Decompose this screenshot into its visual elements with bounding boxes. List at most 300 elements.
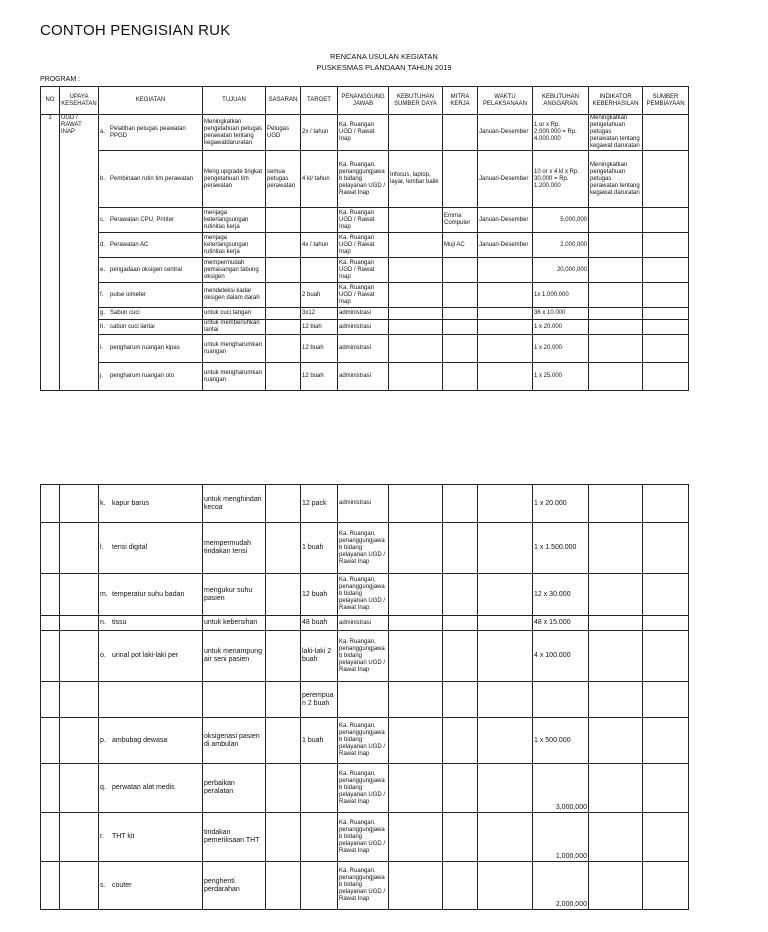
indikator-cell xyxy=(589,862,643,910)
waktu-cell xyxy=(478,258,533,283)
penanggung-jawab-cell: Ka. Ruangan UGD / Rawat Inap xyxy=(338,233,389,258)
kegiatan-text: tensi digital xyxy=(112,544,148,551)
item-letter: n. xyxy=(100,619,106,626)
header-upaya: UPAYA KESEHATAN xyxy=(60,87,99,115)
upaya-kesehatan xyxy=(60,764,99,813)
kegiatan-cell xyxy=(99,335,203,363)
header-ksd: KEBUTUHAN SUMBER DAYA xyxy=(389,87,443,115)
target-cell: 12 pack xyxy=(301,485,338,523)
kegiatan-cell xyxy=(99,115,203,151)
sasaran-cell xyxy=(266,574,301,616)
table-row xyxy=(41,320,689,335)
mitra-kerja-cell xyxy=(443,320,478,335)
tujuan-cell: menjaga keterlangsungan rutinitas kerja xyxy=(203,233,266,258)
row-number xyxy=(41,485,60,523)
sasaran-cell xyxy=(266,258,301,283)
sumber-daya-cell xyxy=(389,308,443,320)
sasaran-cell xyxy=(266,523,301,574)
kegiatan-text: perwatan alat medis xyxy=(112,784,175,791)
anggaran-cell: 1 x 25.000 xyxy=(533,363,589,391)
row-number xyxy=(41,616,60,631)
tujuan-cell: mempermudah tindakan tensi xyxy=(203,523,266,574)
anggaran-cell: 1,000,000 xyxy=(533,813,589,862)
kegiatan-cell xyxy=(99,320,203,335)
sumber-pembiayaan-cell xyxy=(643,718,689,764)
penanggung-jawab-cell: administrasi xyxy=(338,616,389,631)
upaya-kesehatan xyxy=(60,718,99,764)
tujuan-cell: mendeteksi kadar oksigen dalam darah xyxy=(203,283,266,308)
mitra-kerja-cell xyxy=(443,283,478,308)
kegiatan-text: pengharum ruangan oto xyxy=(110,373,175,379)
indikator-cell: Meningkatkan pengetahuan petugas perawatan tentang kegawat daruratan xyxy=(589,115,643,151)
sumber-pembiayaan-cell xyxy=(643,258,689,283)
indikator-cell xyxy=(589,523,643,574)
table-row xyxy=(41,574,689,616)
indikator-cell xyxy=(589,764,643,813)
document-subtitle: RENCANA USULAN KEGIATAN xyxy=(330,52,438,61)
sumber-daya-cell xyxy=(389,616,443,631)
item-letter: l. xyxy=(100,544,104,551)
sumber-pembiayaan-cell xyxy=(643,574,689,616)
kegiatan-text: Pelatihan petugas peawatan PPGD xyxy=(110,125,186,139)
waktu-cell xyxy=(478,320,533,335)
waktu-cell xyxy=(478,862,533,910)
anggaran-cell: 4 x 100.000 xyxy=(533,631,589,682)
upaya-kesehatan xyxy=(60,631,99,682)
sumber-pembiayaan-cell xyxy=(643,813,689,862)
penanggung-jawab-cell: Ka. Ruangan UGD / Rawat Inap xyxy=(338,258,389,283)
kegiatan-cell xyxy=(99,208,203,233)
sasaran-cell xyxy=(266,283,301,308)
kegiatan-cell xyxy=(99,308,203,320)
kegiatan-cell xyxy=(99,283,203,308)
sumber-daya-cell xyxy=(389,631,443,682)
waktu-cell xyxy=(478,308,533,320)
anggaran-cell: 48 x 15.000 xyxy=(533,616,589,631)
row-number xyxy=(41,862,60,910)
sasaran-cell xyxy=(266,320,301,335)
table-row xyxy=(41,862,689,910)
target-cell xyxy=(301,813,338,862)
penanggung-jawab-cell: administrasi xyxy=(338,363,389,391)
mitra-kerja-cell xyxy=(443,115,478,151)
item-letter: g. xyxy=(100,310,106,316)
sasaran-cell xyxy=(266,335,301,363)
kegiatan-text: kapur barus xyxy=(112,499,149,507)
waktu-cell xyxy=(478,616,533,631)
anggaran-cell: 3,000,000 xyxy=(533,764,589,813)
sumber-pembiayaan-cell xyxy=(643,862,689,910)
penanggung-jawab-cell: Ka. Ruangan, penanggungjawab bidang pelayanan UGD / Rawat Inap xyxy=(338,574,389,616)
sumber-daya-cell xyxy=(389,485,443,523)
target-cell: 4 kl/ tahun xyxy=(301,151,338,208)
tujuan-cell: untuk mengharumkan ruangan xyxy=(203,363,266,391)
sumber-daya-cell xyxy=(389,682,443,718)
indikator-cell xyxy=(589,631,643,682)
header-target: TARGET xyxy=(301,87,338,115)
tujuan-cell: Meng upgrade tingkat pengetahuan tim perawatan xyxy=(203,151,266,208)
anggaran-cell: 1 x 1.500.000 xyxy=(533,523,589,574)
indikator-cell xyxy=(589,233,643,258)
mitra-kerja-cell xyxy=(443,151,478,208)
table-row xyxy=(41,813,689,862)
table-row xyxy=(41,631,689,682)
penanggung-jawab-cell: Ka. Ruangan UGD / Rawat Inap xyxy=(338,115,389,151)
kegiatan-cell xyxy=(99,862,203,910)
table-row xyxy=(41,151,689,208)
header-no: NO xyxy=(41,87,60,115)
mitra-kerja-cell xyxy=(443,764,478,813)
kegiatan-cell xyxy=(99,813,203,862)
target-cell xyxy=(301,764,338,813)
sasaran-cell xyxy=(266,862,301,910)
tujuan-cell: Meningkatkan pengetahuan petugas perawatan tentang kegawatdaruratan xyxy=(203,115,266,151)
waktu-cell xyxy=(478,682,533,718)
anggaran-cell: 1 x 500.000 xyxy=(533,718,589,764)
upaya-kesehatan xyxy=(60,616,99,631)
sumber-pembiayaan-cell xyxy=(643,682,689,718)
sumber-daya-cell xyxy=(389,115,443,151)
upaya-kesehatan xyxy=(60,485,99,523)
sasaran-cell xyxy=(266,682,301,718)
header-indikator: INDIKATOR KEBERHASILAN xyxy=(589,87,643,115)
kegiatan-text: pengadaan oksigen central xyxy=(110,266,183,273)
anggaran-cell: 2,000,000 xyxy=(533,233,589,258)
indikator-cell xyxy=(589,574,643,616)
target-cell: 2x / tahun xyxy=(301,115,338,151)
waktu-cell xyxy=(478,363,533,391)
penanggung-jawab-cell: administrasi xyxy=(338,485,389,523)
table-row xyxy=(41,485,689,523)
target-cell: 48 buah xyxy=(301,616,338,631)
indikator-cell: Meningkatkan pengetahuan petugas perawatan tentang kegawat daruratan xyxy=(589,151,643,208)
sasaran-cell xyxy=(266,631,301,682)
header-tujuan: TUJUAN xyxy=(203,87,266,115)
sasaran-cell xyxy=(266,485,301,523)
mitra-kerja-cell xyxy=(443,574,478,616)
document-title: CONTOH PENGISIAN RUK xyxy=(40,22,231,39)
penanggung-jawab-cell: Ka. Ruangan, penanggungjawab bidang pelayanan UGD / Rawat Inap xyxy=(338,813,389,862)
target-cell: 12 buah xyxy=(301,363,338,391)
item-letter: a. xyxy=(100,129,106,135)
item-letter: h. xyxy=(100,323,106,330)
tujuan-cell: oksigenasi pasien di ambulan xyxy=(203,718,266,764)
indikator-cell xyxy=(589,682,643,718)
indikator-cell xyxy=(589,616,643,631)
sasaran-cell xyxy=(266,208,301,233)
kegiatan-text: temperatur suhu badan xyxy=(112,590,185,598)
item-letter: e. xyxy=(100,266,106,273)
header-anggaran: KEBUTUHAN ANGGARAN xyxy=(533,87,589,115)
kegiatan-cell xyxy=(99,631,203,682)
tujuan-cell: untuk cuci tangan xyxy=(203,308,266,320)
kegiatan-text: Sabun cuci xyxy=(110,310,140,316)
sumber-pembiayaan-cell xyxy=(643,151,689,208)
table-row xyxy=(41,115,689,151)
anggaran-cell: 1x 1.000.000 xyxy=(533,283,589,308)
sumber-daya-cell: Infocus, laptop, layar, lembar balik xyxy=(389,151,443,208)
table-row xyxy=(41,258,689,283)
row-number xyxy=(41,682,60,718)
item-letter: d. xyxy=(100,241,106,248)
target-cell: 3x12 xyxy=(301,308,338,320)
item-letter: b. xyxy=(100,175,106,182)
penanggung-jawab-cell: administrasi xyxy=(338,308,389,320)
anggaran-cell: 5,000,000 xyxy=(533,208,589,233)
upaya-kesehatan xyxy=(60,862,99,910)
waktu-cell xyxy=(478,485,533,523)
penanggung-jawab-cell: Ka. Ruangan, penanggungjawab bidang pelayanan UGD / Rawat Inap xyxy=(338,631,389,682)
waktu-cell: Januari-Desember xyxy=(478,208,533,233)
item-letter: c. xyxy=(100,216,105,223)
kegiatan-text: urinal pot laki-laki per xyxy=(112,652,179,659)
tujuan-cell: mempermudah pemasangan tabung oksigen xyxy=(203,258,266,283)
kegiatan-cell xyxy=(99,258,203,283)
sumber-pembiayaan-cell xyxy=(643,523,689,574)
row-number xyxy=(41,631,60,682)
header-waktu: WAKTU PELAKSANAAN xyxy=(478,87,533,115)
upaya-kesehatan xyxy=(60,523,99,574)
mitra-kerja-cell xyxy=(443,523,478,574)
sumber-pembiayaan-cell xyxy=(643,308,689,320)
kegiatan-cell xyxy=(99,574,203,616)
table-row xyxy=(41,682,689,718)
mitra-kerja-cell xyxy=(443,631,478,682)
mitra-kerja-cell xyxy=(443,616,478,631)
indikator-cell xyxy=(589,308,643,320)
penanggung-jawab-cell: administrasi xyxy=(338,335,389,363)
item-letter: s. xyxy=(100,881,106,889)
mitra-kerja-cell: Emma Computer xyxy=(443,208,478,233)
target-cell: 1 buah xyxy=(301,718,338,764)
header-kegiatan: KEGIATAN xyxy=(99,87,203,115)
sasaran-cell xyxy=(266,363,301,391)
kegiatan-cell xyxy=(99,523,203,574)
sasaran-cell xyxy=(266,233,301,258)
header-pj: PENANGGUNG JAWAB xyxy=(338,87,389,115)
row-number xyxy=(41,574,60,616)
table-row xyxy=(41,208,689,233)
kegiatan-text: ambubag dewasa xyxy=(112,736,168,744)
row-number xyxy=(41,813,60,862)
table-row xyxy=(41,363,689,391)
anggaran-cell: 12 x 30.000 xyxy=(533,574,589,616)
target-cell xyxy=(301,862,338,910)
item-letter: i. xyxy=(100,345,103,351)
tujuan-cell: untuk membersihkan lantai xyxy=(203,320,266,335)
indikator-cell xyxy=(589,718,643,764)
kegiatan-cell xyxy=(99,363,203,391)
target-cell: perempuan 2 buah xyxy=(301,682,338,718)
sasaran-cell xyxy=(266,616,301,631)
document-subtitle-puskesmas: PUSKESMAS PLANDAAN TAHUN 2019 xyxy=(316,63,452,72)
waktu-cell xyxy=(478,335,533,363)
sumber-daya-cell xyxy=(389,283,443,308)
anggaran-cell: 1 x 20.000 xyxy=(533,335,589,363)
item-letter: p. xyxy=(100,736,106,744)
waktu-cell xyxy=(478,574,533,616)
waktu-cell: Januari-Desember xyxy=(478,233,533,258)
sumber-daya-cell xyxy=(389,363,443,391)
tujuan-cell: menjaga keterlangsungan rutinitas kerja xyxy=(203,208,266,233)
waktu-cell xyxy=(478,283,533,308)
table-row xyxy=(41,308,689,320)
kegiatan-text: tissu xyxy=(112,619,127,626)
tujuan-cell: perbaikan peralatan xyxy=(203,764,266,813)
sumber-pembiayaan-cell xyxy=(643,363,689,391)
sumber-pembiayaan-cell xyxy=(643,335,689,363)
sumber-pembiayaan-cell xyxy=(643,631,689,682)
waktu-cell: Januari-Desember xyxy=(478,115,533,151)
waktu-cell xyxy=(478,631,533,682)
anggaran-cell: 36 x 10.000 xyxy=(533,308,589,320)
waktu-cell xyxy=(478,523,533,574)
tujuan-cell xyxy=(203,682,266,718)
sumber-pembiayaan-cell xyxy=(643,208,689,233)
table-row xyxy=(41,764,689,813)
indikator-cell xyxy=(589,363,643,391)
mitra-kerja-cell xyxy=(443,813,478,862)
item-letter: k. xyxy=(100,499,106,507)
item-letter: f. xyxy=(100,291,104,298)
kegiatan-cell xyxy=(99,151,203,208)
target-cell: 4x / tahun xyxy=(301,233,338,258)
target-cell: 2 buah xyxy=(301,283,338,308)
sasaran-cell xyxy=(266,813,301,862)
sumber-daya-cell xyxy=(389,320,443,335)
kegiatan-text: pengharum ruangan kipas xyxy=(110,345,180,351)
indikator-cell xyxy=(589,335,643,363)
sumber-daya-cell xyxy=(389,862,443,910)
sumber-daya-cell xyxy=(389,813,443,862)
waktu-cell xyxy=(478,813,533,862)
kegiatan-text: couter xyxy=(112,881,132,889)
indikator-cell xyxy=(589,208,643,233)
tujuan-cell: tindakan pemeriksaan THT xyxy=(203,813,266,862)
mitra-kerja-cell: Muji AC xyxy=(443,233,478,258)
kegiatan-text: pulse oimeter xyxy=(110,291,147,298)
indikator-cell xyxy=(589,485,643,523)
anggaran-cell: 10 or x 4 kl x Rp. 30.000 = Rp. 1.200.000 xyxy=(533,151,589,208)
tujuan-cell: untuk menampung air seni pasien xyxy=(203,631,266,682)
sumber-daya-cell xyxy=(389,523,443,574)
mitra-kerja-cell xyxy=(443,335,478,363)
waktu-cell xyxy=(478,718,533,764)
table-row xyxy=(41,335,689,363)
anggaran-cell: 1 or x Rp. 2.000.000 = Rp. 4.000.000 xyxy=(533,115,589,151)
mitra-kerja-cell xyxy=(443,363,478,391)
waktu-cell: Januari-Desember xyxy=(478,151,533,208)
program-label: PROGRAM : xyxy=(40,76,81,83)
tujuan-cell: penghenti perdarahan xyxy=(203,862,266,910)
item-letter: o. xyxy=(100,652,106,659)
item-letter: m. xyxy=(100,590,108,598)
item-letter: r. xyxy=(100,833,104,840)
waktu-cell xyxy=(478,764,533,813)
target-cell: laki-laki 2 buah xyxy=(301,631,338,682)
upaya-kesehatan xyxy=(60,813,99,862)
item-letter: q. xyxy=(100,784,106,791)
table-row xyxy=(41,616,689,631)
target-cell xyxy=(301,258,338,283)
target-cell xyxy=(301,208,338,233)
table-row xyxy=(41,283,689,308)
sumber-pembiayaan-cell xyxy=(643,485,689,523)
anggaran-cell: 1 x 20.000 xyxy=(533,320,589,335)
anggaran-cell: 2,000,000 xyxy=(533,862,589,910)
kegiatan-text: THT kit xyxy=(112,833,135,840)
penanggung-jawab-cell: Ka. Ruangan UGD / Rawat Inap xyxy=(338,283,389,308)
mitra-kerja-cell xyxy=(443,485,478,523)
penanggung-jawab-cell: Ka. Ruangan, penanggungjawab bidang pelayanan UGD / Rawat Inap xyxy=(338,523,389,574)
penanggung-jawab-cell: Ka. Ruangan, penanggungjawab bidang pelayanan UGD / Rawat Inap xyxy=(338,862,389,910)
ruk-table-page-2 xyxy=(40,484,689,910)
sumber-pembiayaan-cell xyxy=(643,320,689,335)
tujuan-cell: untuk mengharumkan ruangan xyxy=(203,335,266,363)
mitra-kerja-cell xyxy=(443,718,478,764)
kegiatan-cell xyxy=(99,764,203,813)
item-letter: j. xyxy=(100,373,103,379)
upaya-kesehatan: UGD / RAWAT INAP xyxy=(60,115,99,391)
kegiatan-text: Pembinaan rutin tim perawatan xyxy=(110,175,194,182)
kegiatan-cell xyxy=(99,233,203,258)
sumber-pembiayaan-cell xyxy=(643,283,689,308)
mitra-kerja-cell xyxy=(443,308,478,320)
table-row xyxy=(41,233,689,258)
page-break xyxy=(40,438,688,484)
upaya-kesehatan xyxy=(60,682,99,718)
sumber-daya-cell xyxy=(389,574,443,616)
mitra-kerja-cell xyxy=(443,862,478,910)
header-sasaran: SASARAN xyxy=(266,87,301,115)
tujuan-cell: untuk kebersihan xyxy=(203,616,266,631)
mitra-kerja-cell xyxy=(443,258,478,283)
anggaran-cell xyxy=(533,682,589,718)
target-cell: 12 buah xyxy=(301,335,338,363)
kegiatan-cell xyxy=(99,485,203,523)
upaya-kesehatan xyxy=(60,574,99,616)
kegiatan-text: Perawatan AC xyxy=(110,241,149,248)
sumber-pembiayaan-cell xyxy=(643,233,689,258)
sumber-daya-cell xyxy=(389,335,443,363)
sumber-daya-cell xyxy=(389,208,443,233)
kegiatan-cell xyxy=(99,616,203,631)
sumber-pembiayaan-cell xyxy=(643,764,689,813)
indikator-cell xyxy=(589,320,643,335)
target-cell: 1 buah xyxy=(301,523,338,574)
table-row xyxy=(41,718,689,764)
penanggung-jawab-cell xyxy=(338,682,389,718)
anggaran-cell: 1 x 20.000 xyxy=(533,485,589,523)
indikator-cell xyxy=(589,258,643,283)
table-row xyxy=(41,523,689,574)
sasaran-cell xyxy=(266,718,301,764)
sasaran-cell: semua petugas perawatan xyxy=(266,151,301,208)
anggaran-cell: 20,000,000 xyxy=(533,258,589,283)
indikator-cell xyxy=(589,813,643,862)
penanggung-jawab-cell: Ka. Ruangan UGD / Rawat Inap xyxy=(338,208,389,233)
tujuan-cell: untuk menghindari kecoa xyxy=(203,485,266,523)
sasaran-cell: Petugas UGD xyxy=(266,115,301,151)
row-number xyxy=(41,718,60,764)
target-cell: 12 buah xyxy=(301,574,338,616)
indikator-cell xyxy=(589,283,643,308)
mitra-kerja-cell xyxy=(443,682,478,718)
sumber-pembiayaan-cell xyxy=(643,616,689,631)
penanggung-jawab-cell: Ka. Ruangan, penanggungjawab bidang pelayanan UGD / Rawat Inap xyxy=(338,764,389,813)
kegiatan-cell xyxy=(99,718,203,764)
penanggung-jawab-cell: Ka. Ruangan, penanggungjawab bidang pelayanan UGD / Rawat Inap xyxy=(338,718,389,764)
